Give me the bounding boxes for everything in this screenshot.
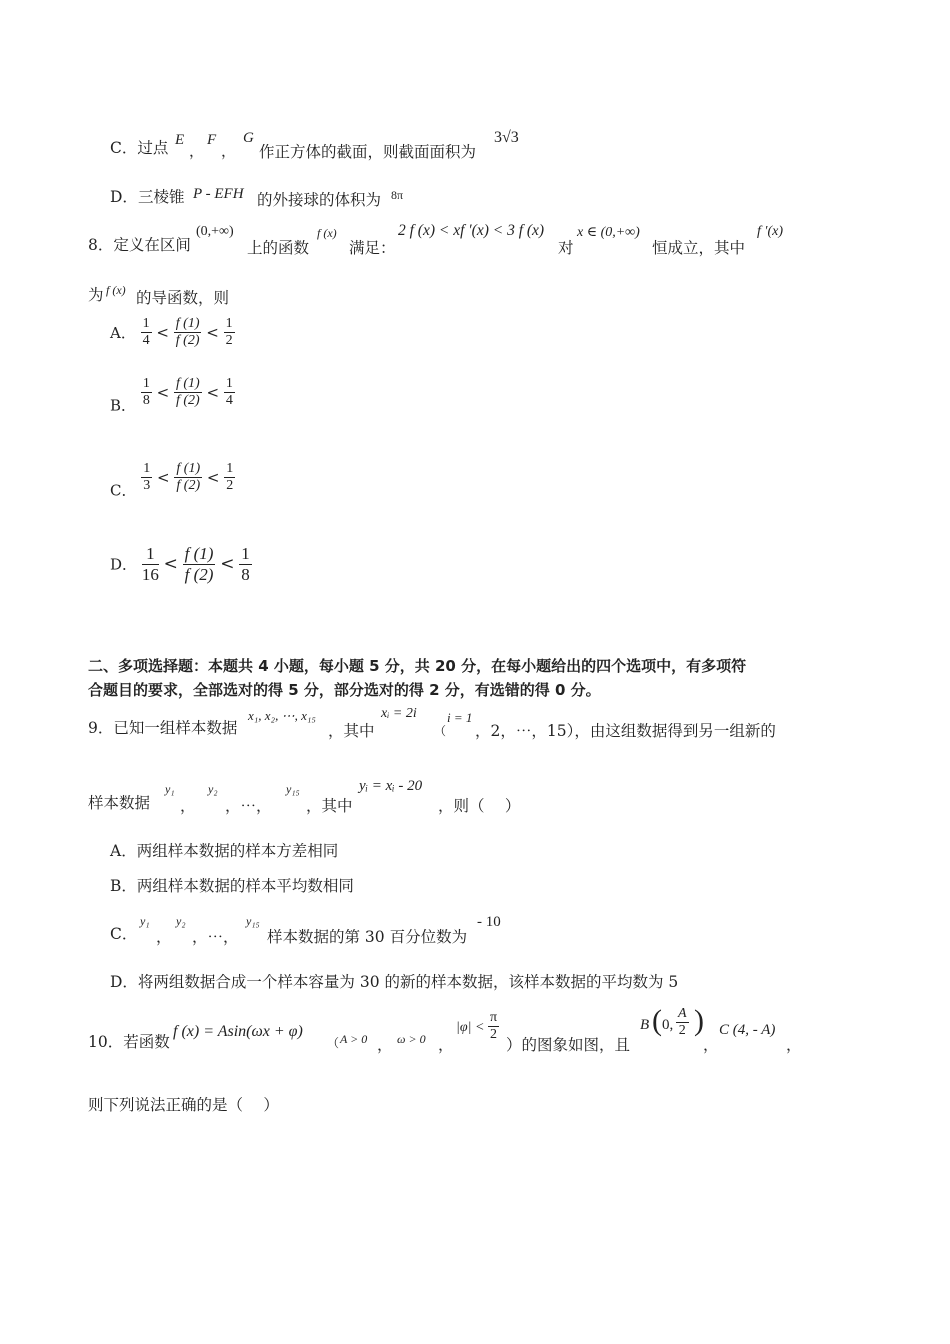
numerator: 1 xyxy=(141,376,152,393)
question-number: 9． xyxy=(88,719,114,737)
numerator: A xyxy=(676,1006,689,1023)
option-label: B． xyxy=(110,396,137,415)
sep: ， xyxy=(703,1036,719,1054)
y2: y₂ xyxy=(176,914,186,928)
stem-text: 的导函数，则 xyxy=(136,289,230,307)
q10-stem-line2: 则下列说法正确的是（ ） xyxy=(88,1096,279,1114)
fraction-lower xyxy=(141,376,152,409)
q8-option-a[interactable] xyxy=(110,316,235,349)
fraction-lower xyxy=(141,461,152,494)
fraction-middle xyxy=(174,316,202,349)
paren: （ xyxy=(327,1036,340,1050)
fraction-upper xyxy=(224,461,235,494)
xi-formula: xᵢ = 2i xyxy=(381,706,417,721)
fraction-lower xyxy=(142,544,159,584)
paren-right: ) xyxy=(694,1004,704,1037)
q9-option-b[interactable]: B．两组样本数据的样本平均数相同 xyxy=(110,877,354,895)
denominator: 3 xyxy=(143,478,151,494)
stem-text: ）的图象如图，且 xyxy=(506,1036,631,1054)
less-than: < xyxy=(156,383,170,402)
y15: y₁₅ xyxy=(286,782,300,796)
denominator: 2 xyxy=(226,478,234,494)
q9-option-c[interactable] xyxy=(110,925,137,944)
denominator: f (2) xyxy=(176,478,201,494)
dots: ，⋯， xyxy=(192,928,239,946)
option-text: 的外接球的体积为 xyxy=(257,191,382,209)
stem-text: 已知一组样本数据 xyxy=(113,719,238,737)
point-b-x: 0, xyxy=(662,1017,674,1033)
q8-stem-line2 xyxy=(88,286,104,305)
a-over-2 xyxy=(676,1006,689,1039)
q8-option-d[interactable] xyxy=(110,544,252,584)
option-label: C． xyxy=(110,139,138,157)
q7-option-d xyxy=(110,188,184,207)
q7-option-c xyxy=(110,139,168,158)
derivative: f ′(x) xyxy=(757,224,783,239)
stem-text: ，其中 xyxy=(328,722,375,740)
condition-a: A > 0 xyxy=(340,1032,368,1046)
numerator: 1 xyxy=(224,376,235,393)
q10-stem xyxy=(88,1033,170,1052)
interval: (0,+∞) xyxy=(196,224,234,239)
stem-text: 定义在区间 xyxy=(113,236,191,254)
sep: ， xyxy=(438,1036,454,1054)
q8-option-b[interactable] xyxy=(110,376,235,416)
numerator: f (1) xyxy=(174,376,202,393)
denominator: f (2) xyxy=(184,564,214,584)
option-text: 作正方体的截面，则截面面积为 xyxy=(259,143,477,161)
paren-left: ( xyxy=(652,1004,662,1037)
less-than: < xyxy=(206,383,220,402)
q9-option-a[interactable]: A．两组样本数据的样本方差相同 xyxy=(110,842,339,860)
y1: y₁ xyxy=(165,782,175,796)
inequality-condition: 2 f (x) < xf ′(x) < 3 f (x) xyxy=(398,222,545,239)
sep: ， xyxy=(189,142,205,160)
denominator: f (2) xyxy=(175,393,200,409)
fraction-upper xyxy=(239,544,252,584)
option-text: 三棱锥 xyxy=(137,188,185,206)
option-label: D． xyxy=(110,188,138,206)
stem-text: 上的函数 xyxy=(247,239,310,257)
numerator: π xyxy=(488,1010,499,1027)
section-heading-line1: 二、多项选择题：本题共 4 小题，每小题 5 分，共 20 分，在每小题给出的四个选项中，有多项符 xyxy=(88,657,747,675)
sep: ， xyxy=(180,797,196,815)
q9-option-d[interactable]: D．将两组数据合成一个样本容量为 30 的新的样本数据，该样本数据的平均数为 5 xyxy=(110,973,679,991)
point-g: G xyxy=(243,130,254,146)
sep: ， xyxy=(377,1036,393,1054)
stem-text: ，其中 xyxy=(306,797,353,815)
y1: y₁ xyxy=(140,914,150,928)
point-b-label: B xyxy=(640,1017,650,1033)
less-than: < xyxy=(206,468,220,487)
numerator: 1 xyxy=(241,544,250,563)
q9-stem-line2 xyxy=(88,794,150,813)
less-than: < xyxy=(156,323,169,342)
option-text: 过点 xyxy=(137,139,169,157)
volume-value: 8π xyxy=(391,188,404,202)
q9-stem xyxy=(88,719,237,738)
condition-phi: |φ| < xyxy=(456,1020,485,1035)
numerator: 1 xyxy=(141,461,152,478)
stem-text: 恒成立，其中 xyxy=(652,239,746,257)
denominator: 4 xyxy=(142,333,150,349)
denominator: f (2) xyxy=(175,333,200,349)
fraction-middle xyxy=(183,544,216,584)
sample-x-list: x₁, x₂, ⋯, x₁₅ xyxy=(248,708,316,723)
denominator: 4 xyxy=(225,393,233,409)
point-f: F xyxy=(207,132,217,148)
function-fx: f (x) xyxy=(317,226,337,240)
yi-formula: yᵢ = xᵢ - 20 xyxy=(359,778,423,794)
less-than: < xyxy=(157,468,170,487)
tetrahedron-expr: P - EFH xyxy=(193,186,244,202)
y15: y₁₅ xyxy=(246,914,260,928)
numerator: 1 xyxy=(141,316,152,333)
numerator: f (1) xyxy=(184,544,214,563)
less-than: < xyxy=(163,554,178,575)
domain: x ∈ (0,+∞) xyxy=(577,225,640,240)
less-than: < xyxy=(220,554,235,575)
function-definition: f (x) = Asin(ωx + φ) xyxy=(173,1023,303,1040)
fraction-lower xyxy=(141,316,152,349)
denominator: 2 xyxy=(490,1027,498,1043)
stem-text: 若函数 xyxy=(123,1033,170,1051)
denominator: 16 xyxy=(141,564,159,584)
section-heading-line2: 合题目的要求，全部选对的得 5 分，部分选对的得 2 分，有选错的得 0 分。 xyxy=(88,681,601,699)
y2: y₂ xyxy=(208,782,218,796)
fraction-middle xyxy=(174,376,202,409)
numerator: 1 xyxy=(224,316,235,333)
stem-text: 样本数据 xyxy=(88,794,151,812)
sep: ， xyxy=(786,1036,802,1054)
dots: ，⋯， xyxy=(225,797,272,815)
percentile-value: - 10 xyxy=(477,914,501,930)
option-label: A． xyxy=(110,324,136,343)
question-number: 8． xyxy=(88,236,114,254)
numerator: f (1) xyxy=(174,316,202,333)
fraction-upper xyxy=(224,316,235,349)
paren: （ xyxy=(434,724,447,738)
fraction-middle xyxy=(174,461,202,494)
numerator: 1 xyxy=(142,544,159,565)
q8-option-c[interactable] xyxy=(110,461,235,501)
question-number: 10． xyxy=(88,1033,124,1051)
fraction-upper xyxy=(224,376,235,409)
denominator: 2 xyxy=(678,1023,686,1039)
sep: ， xyxy=(221,142,237,160)
option-label: C． xyxy=(110,481,137,500)
index-i: i = 1 xyxy=(447,710,473,725)
area-value: 3√3 xyxy=(494,129,519,146)
option-label: C． xyxy=(110,925,138,943)
sep: ， xyxy=(156,928,172,946)
stem-text: ，2，⋯，15），由这组数据得到另一组新的 xyxy=(475,722,776,740)
pi-over-2 xyxy=(488,1010,499,1043)
numerator: f (1) xyxy=(174,461,202,478)
function-fx: f (x) xyxy=(106,283,126,297)
stem-text: 对 xyxy=(558,239,574,257)
denominator: 8 xyxy=(142,393,150,409)
point-c: C (4, - A) xyxy=(719,1022,776,1038)
q8-stem xyxy=(88,236,191,255)
stem-text: 为 xyxy=(88,286,104,304)
stem-text: ，则（ ） xyxy=(438,797,521,815)
option-text: 样本数据的第 30 百分位数为 xyxy=(267,928,468,946)
denominator: 2 xyxy=(225,333,233,349)
stem-text: 满足： xyxy=(349,239,396,257)
less-than: < xyxy=(206,323,219,342)
denominator: 8 xyxy=(241,564,250,584)
option-label: D． xyxy=(110,555,138,574)
point-e: E xyxy=(175,132,185,148)
condition-omega: ω > 0 xyxy=(397,1032,426,1046)
numerator: 1 xyxy=(224,461,235,478)
